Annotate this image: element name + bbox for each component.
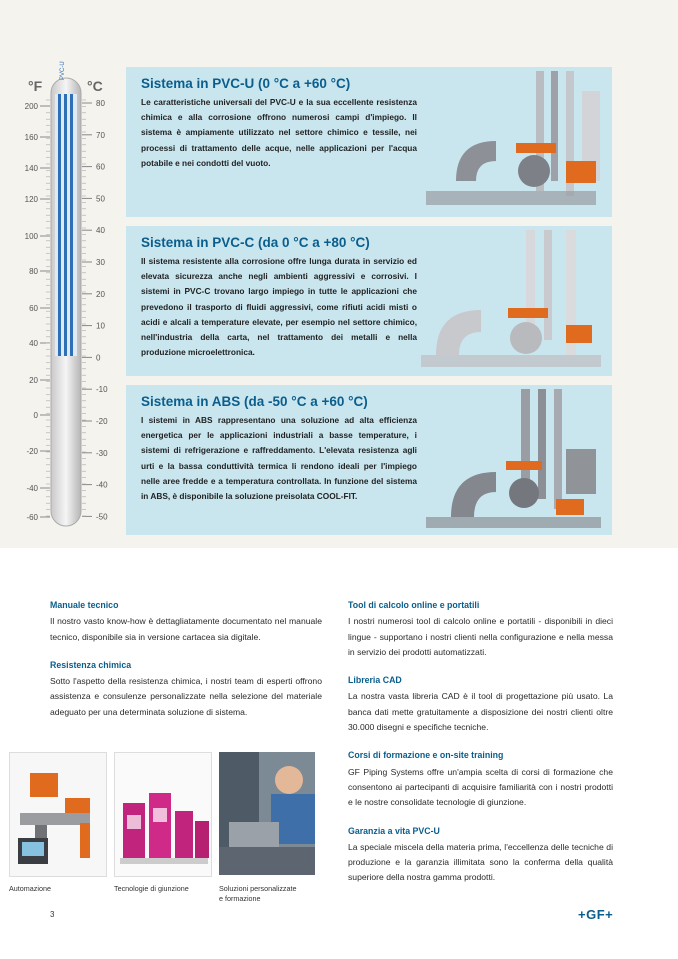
panel-abs	[126, 385, 612, 535]
c-tick-label: -10	[96, 385, 108, 395]
section-heading: Tool di calcolo online e portatili	[348, 600, 480, 610]
panel-title: Sistema in PVC-U (0 °C a +60 °C)	[141, 76, 351, 91]
f-tick-label: 160	[24, 133, 38, 142]
training-photo	[219, 752, 315, 875]
panel-pvc-c	[126, 226, 612, 376]
c-tick-label: 10	[96, 321, 105, 331]
section-text: La nostra vasta libreria CAD è il tool di progettazione più usato. La banca dati mette gratuitamente a disposizione dei nostri clienti oltre 30.000 disegni e specifiche tecniche.	[348, 691, 613, 733]
section-text: Il nostro vasto know-how è dettagliatamente documentato nel manuale tecnico, disponibile sia in versione cartacea sia digitale.	[50, 616, 322, 642]
temperature-thermometer	[0, 61, 120, 540]
section-text: Sotto l'aspetto della resistenza chimica, i nostri team di esperti offrono assistenza e consulenze personalizzate nella selezione del materiale adeguato per una determinata soluzione di sistema.	[50, 676, 322, 717]
section-heading: Resistenza chimica	[50, 659, 132, 670]
right-text-column	[348, 598, 613, 899]
left-text-column	[50, 598, 322, 733]
c-tick-label: -50	[96, 512, 108, 522]
caption-training: Soluzioni personalizzate e formazione	[219, 884, 297, 903]
section-heading: Manuale tecnico	[50, 600, 119, 610]
c-tick-label: -30	[96, 448, 108, 458]
pvc-c-products-image	[416, 230, 606, 372]
c-tick-label: 60	[96, 162, 105, 172]
caption-automation: Automazione	[9, 884, 51, 893]
f-tick-label: 80	[29, 267, 38, 276]
caption-joining: Tecnologie di giunzione	[114, 884, 189, 893]
panel-text: Le caratteristiche universali del PVC-U e la sua eccellente resistenza chimica e alla corrosione offrono numerosi campi d'impiego. Il sistema è ampiamente utilizzato nel settore chimico e tessile, nei processi di trattamento delle acque, nelle applicazioni per l'acqua potabile e nei condotti del vuoto.	[141, 97, 417, 168]
panel-text: Il sistema resistente alla corrosione offre lunga durata in servizio ed elevata sicurezza anche negli ambienti aggressivi e corrosivi. I sistemi in PVC-C trovano largo impiego in tutte le applicazioni che prevedono il trasporto di fluidi aggressivi, come rifiuti acidi misti o acidi e alcali a temperature elevate, per esempio nel settore chimico, nell'industria della carta, nel trattamento dei metalli e nella produzione microelettronica.	[141, 256, 417, 358]
c-tick-label: 50	[96, 194, 105, 204]
f-tick-label: 60	[29, 304, 38, 313]
panel-text: I sistemi in ABS rappresentano una soluzione ad alta efficienza energetica per le applicazioni industriali a basse temperature, i sistemi di refrigerazione e raffreddamento. L'elevata resistenza agli urti e la bassa conduttività termica li rendono ideali per l'impiego nelle aree fredde e a temperatura controllata. In funzione del sistema in ABS, è disponibile la soluzione preisolata COOL-FIT.	[141, 415, 417, 502]
gf-logo: +GF+	[578, 907, 614, 922]
f-tick-label: -60	[26, 513, 38, 522]
abs-products-image	[416, 389, 606, 531]
c-tick-label: -20	[96, 417, 108, 426]
pvc-u-products-image	[416, 71, 606, 213]
celsius-unit: °C	[87, 78, 103, 94]
joining-technology-photo	[114, 752, 212, 877]
f-tick-label: 20	[29, 376, 38, 385]
c-tick-label: 80	[96, 99, 105, 108]
panel-title: Sistema in PVC-C (da 0 °C a +80 °C)	[141, 235, 370, 250]
automation-photo	[9, 752, 107, 877]
f-tick-label: 140	[24, 164, 38, 173]
f-tick-label: 0	[33, 411, 38, 420]
c-tick-label: -40	[96, 480, 108, 490]
panel-pvc-u	[126, 67, 612, 217]
panel-title: Sistema in ABS (da -50 °C a +60 °C)	[141, 394, 368, 409]
f-tick-label: 100	[24, 232, 38, 241]
c-tick-label: 20	[96, 289, 105, 299]
fahrenheit-unit: °F	[28, 78, 43, 94]
c-tick-label: 70	[96, 130, 105, 140]
c-tick-label: 30	[96, 258, 105, 267]
f-tick-label: -40	[26, 484, 38, 493]
f-tick-label: -20	[26, 447, 38, 456]
f-tick-label: 200	[24, 102, 38, 111]
f-tick-label: 120	[24, 195, 38, 204]
c-tick-label: 40	[96, 226, 105, 236]
section-text: GF Piping Systems offre un'ampia scelta di corsi di formazione che consentono ai partecipanti di acquisire familiarità con i nostri prodotti e le nostre consolidate tecnologie di giunzione.	[348, 766, 613, 808]
bar-label-pvcu: PVC-U	[60, 61, 66, 80]
f-tick-label: 40	[29, 339, 38, 348]
thermometer-graphic	[0, 70, 120, 540]
section-heading: Libreria CAD	[348, 675, 402, 686]
page-number: 3	[50, 910, 55, 919]
section-heading: Garanzia a vita PVC-U	[348, 825, 440, 836]
c-tick-label: 0	[96, 353, 101, 363]
section-text: La speciale miscela della materia prima, l'eccellenza delle tecniche di produzione e la garanzia illimitata sono la conferma della qualità superiore della nostra gamma prodotti.	[348, 841, 613, 883]
section-heading: Corsi di formazione e on-site training	[348, 750, 504, 761]
section-text: I nostri numerosi tool di calcolo online e portatili - disponibili in dieci lingue - supportano i nostri clienti nella configurazione e nella messa in servizio dei prodotti automatizzati.	[348, 616, 613, 657]
